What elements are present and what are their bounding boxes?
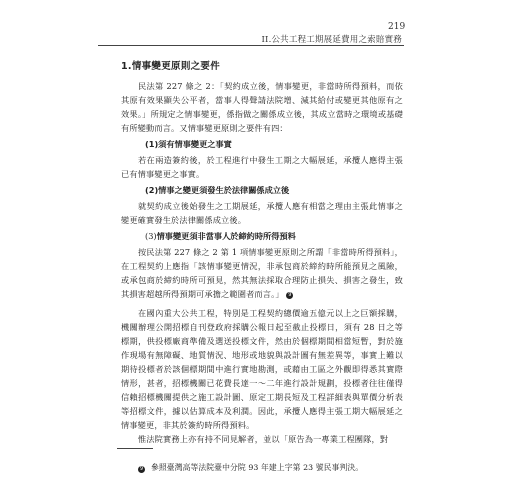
footnote-rule [117, 448, 153, 449]
footnote [138, 462, 363, 473]
requirement-3-title: 情事變更須非當事人於締約時所得預料 [156, 231, 296, 241]
header-rule [98, 45, 404, 46]
paragraph-court-practice: 惟法院實務上亦有持不同見解者，並以「原告為一專業工程團隊，對 [138, 434, 389, 444]
paragraph-public-works: 在國內重大公共工程，特別是工程契約總價逾五億元以上之巨額採購，機關辦理公開招標自刊登政府採購公報日起至截止投標日，須有 28 日之等標期，供投標廠商準備及選送投標文件，然由於個標期間相當短暫，對於施作現場有無障礙、地質情況、地形或地貌與設計圖有無差異等，事實上難以期待投標者於該個標期間中進行實地勘測，或藉由工區之外觀即得悉其實際情形，甚者，招標機關已花費長達一～二年進行設計規劃，投標者往往僅得信賴招標機關提供之施工設計圖、原定工期長短及工程詳細表與單價分析表等招標文件，據以估算成本及利潤。因此，承攬人應得主張工期大幅展延之情事變更，非其於簽約時所得預料。 [121, 308, 403, 430]
paragraph-civil-code: 民法第 227 條之 2：「契約成立後，情事變更，非當時所得預料，而依其原有效果顯失公平者，當事人得聲請法院增、減其給付或變更其他原有之效果。」所規定之情事變更，係指做之關係成立後，其成立當時之環境或基礎有所變動而言。又情事變更原則之要件有四： [121, 81, 403, 133]
running-header: II.公共工程工期展延費用之索賠實務 [261, 35, 402, 45]
section-title: 1.情事變更原則之要件 [121, 61, 221, 72]
footnote-marker-icon[interactable]: 9 [288, 292, 292, 298]
footnote-text: 參照臺灣高等法院臺中分院 93 年建上字第 23 號民事判決。 [151, 463, 364, 472]
requirement-1-heading: (1)須有情事變更之事實 [145, 139, 232, 149]
footnote-number-icon: 9 [139, 466, 144, 472]
paragraph-requirement-1: 若在兩造簽約後，於工程進行中發生工期之大幅展延，承攬人應得主張已有情事變更之事實。 [121, 155, 403, 179]
paragraph-requirement-3 [121, 245, 403, 301]
requirement-3-number: (3) [145, 231, 157, 241]
paragraph-requirement-3-text: 按民法第 227 條之 2 第 1 項情事變更原則之所謂「非當時所得預料」，在工程契約上應指「該情事變更情況，非承包商於締約時所能預見之風險，或承包商於締約時所可預見，然其無法採取合理防止損失、損害之發生，致其損害超越所得預期可承擔之範圍者而言。」 [121, 247, 403, 299]
requirement-3-heading [145, 229, 403, 243]
page-number: 219 [388, 22, 406, 32]
requirement-2-heading: (2)情事之變更須發生於法律關係成立後 [145, 185, 290, 195]
main-content [121, 58, 403, 446]
paragraph-requirement-2: 就契約成立後始發生之工期展延，承攬人應有相當之理由主張此情事之變更確實發生於法律關係成立後。 [121, 201, 403, 225]
